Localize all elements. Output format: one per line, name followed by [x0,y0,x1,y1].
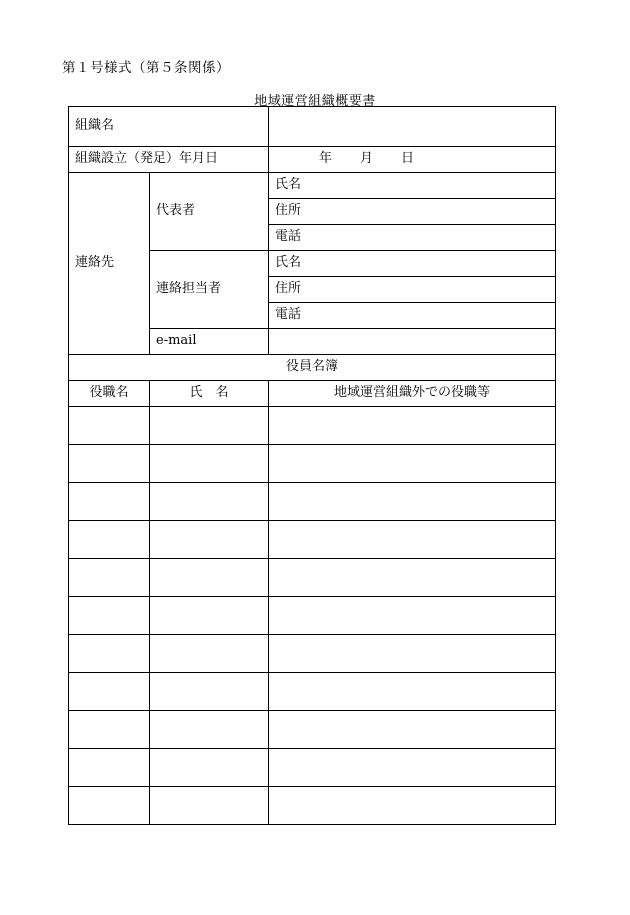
representative-label: 代表者 [150,173,269,251]
roster-external-role-cell[interactable] [269,673,556,711]
table-row [69,407,556,445]
table-row [69,635,556,673]
date-year-label: 年 [319,151,333,167]
roster-name-cell[interactable] [150,521,269,559]
roster-position-cell[interactable] [69,445,150,483]
roster-name-cell[interactable] [150,749,269,787]
founding-date-field[interactable] [269,147,556,173]
rep-address-field[interactable]: 住所 [269,199,556,225]
liaison-label: 連絡担当者 [150,251,269,329]
roster-external-role-cell[interactable] [269,749,556,787]
table-row [69,597,556,635]
roster-external-role-cell[interactable] [269,597,556,635]
founding-date-row [69,147,556,173]
roster-external-role-cell[interactable] [269,559,556,597]
table-row [69,445,556,483]
liaison-name-field[interactable]: 氏名 [269,251,556,277]
table-row [69,559,556,597]
roster-position-cell[interactable] [69,521,150,559]
date-month-label: 月 [360,151,374,167]
roster-header-external-role: 地域運営組織外での役職等 [269,381,556,407]
form-number: 第１号様式（第５条関係） [62,60,230,76]
roster-external-role-cell[interactable] [269,483,556,521]
roster-external-role-cell[interactable] [269,521,556,559]
roster-name-cell[interactable] [150,445,269,483]
rep-name-field[interactable]: 氏名 [269,173,556,199]
table-row [69,711,556,749]
roster-position-cell[interactable] [69,673,150,711]
roster-external-role-cell[interactable] [269,407,556,445]
org-name-label: 組織名 [69,107,269,147]
roster-name-cell[interactable] [150,559,269,597]
founding-date-label: 組織設立（発足）年月日 [69,147,269,173]
table-row [69,483,556,521]
rep-phone-field[interactable]: 電話 [269,225,556,251]
roster-header-row [69,381,556,407]
table-row [69,521,556,559]
liaison-address-field[interactable]: 住所 [269,277,556,303]
org-name-field[interactable] [269,107,556,147]
roster-name-cell[interactable] [150,407,269,445]
liaison-phone-field[interactable]: 電話 [269,303,556,329]
roster-external-role-cell[interactable] [269,711,556,749]
roster-name-cell[interactable] [150,483,269,521]
table-row [69,673,556,711]
roster-external-role-cell[interactable] [269,445,556,483]
roster-external-role-cell[interactable] [269,635,556,673]
roster-position-cell[interactable] [69,597,150,635]
roster-position-cell[interactable] [69,635,150,673]
rep-name-row [69,173,556,199]
roster-name-cell[interactable] [150,597,269,635]
org-name-row [69,107,556,147]
contact-section-label: 連絡先 [69,173,150,355]
roster-position-cell[interactable] [69,711,150,749]
roster-position-cell[interactable] [69,559,150,597]
roster-external-role-cell[interactable] [269,787,556,825]
roster-header-position: 役職名 [69,381,150,407]
overview-form-table [68,106,556,825]
roster-name-cell[interactable] [150,787,269,825]
roster-position-cell[interactable] [69,483,150,521]
roster-position-cell[interactable] [69,407,150,445]
roster-title: 役員名簿 [69,355,556,381]
roster-name-cell[interactable] [150,635,269,673]
email-field[interactable] [269,329,556,355]
roster-name-cell[interactable] [150,711,269,749]
table-row [69,749,556,787]
roster-name-cell[interactable] [150,673,269,711]
document-title: 地域運営組織概要書 [254,94,376,109]
roster-header-name: 氏 名 [150,381,269,407]
roster-position-cell[interactable] [69,749,150,787]
table-row [69,787,556,825]
date-day-label: 日 [401,151,415,167]
roster-title-row [69,355,556,381]
roster-position-cell[interactable] [69,787,150,825]
email-label: e-mail [150,329,269,355]
